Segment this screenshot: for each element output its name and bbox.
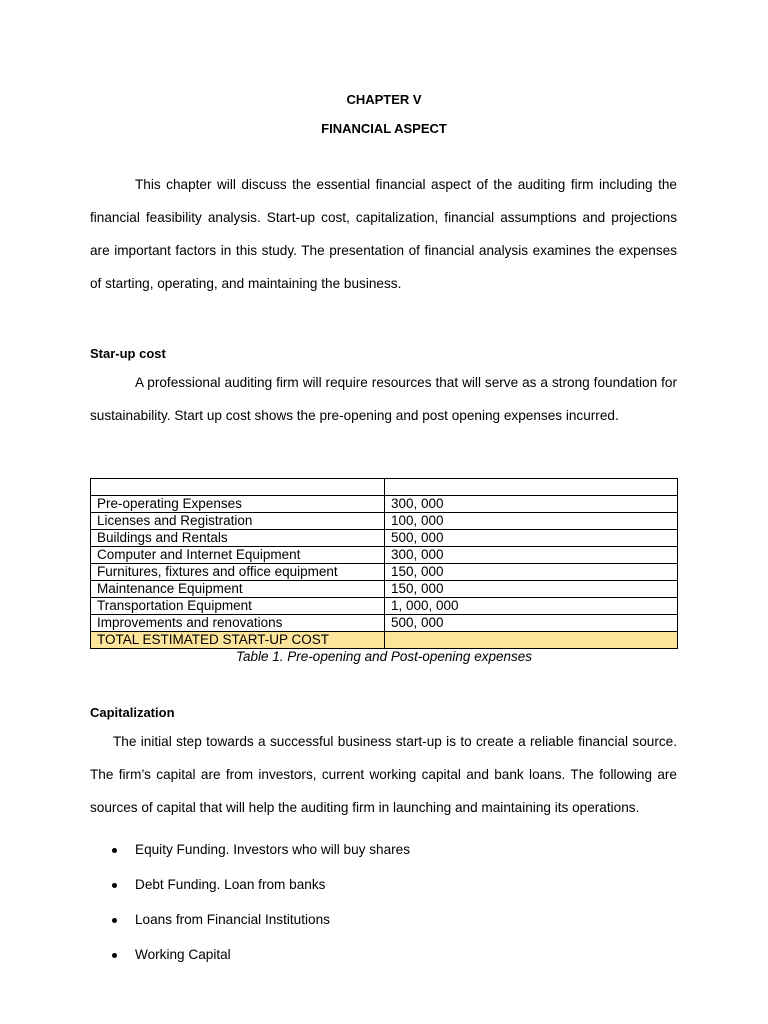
list-item-text: Working Capital [135, 947, 231, 962]
expense-name-cell: Transportation Equipment [91, 598, 385, 615]
expense-name-cell: Licenses and Registration [91, 513, 385, 530]
expense-amount-cell: 500, 000 [385, 615, 678, 632]
expense-name-cell: Maintenance Equipment [91, 581, 385, 598]
expense-name-cell: Pre-operating Expenses [91, 496, 385, 513]
capitalization-heading: Capitalization [90, 705, 175, 720]
list-item-text: Equity Funding. Investors who will buy shares [135, 842, 411, 857]
expense-amount-cell: 150, 000 [385, 564, 678, 581]
list-item [90, 943, 410, 978]
expense-amount-cell: 300, 000 [385, 547, 678, 564]
table-row [91, 496, 678, 513]
startup-cost-table [90, 478, 678, 649]
expense-name-cell: Furnitures, fixtures and office equipment [91, 564, 385, 581]
expense-name-cell: Buildings and Rentals [91, 530, 385, 547]
table-header-row [91, 479, 678, 496]
list-item-text: Loans from Financial Institutions [135, 912, 330, 927]
expense-name-cell: Computer and Internet Equipment [91, 547, 385, 564]
startup-heading: Star-up cost [90, 346, 166, 361]
capital-sources-list [90, 838, 410, 978]
table-row [91, 530, 678, 547]
table-row [91, 513, 678, 530]
bullet-icon [112, 918, 117, 923]
total-row [91, 632, 678, 649]
table-row [91, 598, 678, 615]
table-cell [91, 479, 385, 496]
table-row [91, 615, 678, 632]
intro-paragraph: This chapter will discuss the essential financial aspect of the auditing firm including the financial feasibility analysis. Start-up cost, capitalization, financial assumptions and projections are important factors in this study. The presentation of financial analysis examines the expenses of starting, operating, and maintaining the business. [90, 177, 677, 291]
table-row [91, 564, 678, 581]
expense-amount-cell: 100, 000 [385, 513, 678, 530]
total-label-cell: TOTAL ESTIMATED START-UP COST [91, 632, 385, 649]
bullet-icon [112, 883, 117, 888]
chapter-title: FINANCIAL ASPECT [321, 121, 447, 136]
capitalization-paragraph: The initial step towards a successful business start-up is to create a reliable financial source. The firm’s capital are from investors, current working capital and bank loans. The following are sources of capital that will help the auditing firm in launching and maintaining its operations. [90, 734, 677, 815]
expense-amount-cell: 300, 000 [385, 496, 678, 513]
bullet-icon [112, 953, 117, 958]
total-amount-cell [385, 632, 678, 649]
list-item [90, 873, 410, 908]
list-item [90, 838, 410, 873]
expense-amount-cell: 500, 000 [385, 530, 678, 547]
table-row [91, 581, 678, 598]
table-caption: Table 1. Pre-opening and Post-opening expenses [236, 649, 532, 664]
startup-paragraph: A professional auditing firm will require resources that will serve as a strong foundation for sustainability. Start up cost shows the pre-opening and post opening expenses incurred. [90, 375, 677, 423]
list-item-text: Debt Funding. Loan from banks [135, 877, 326, 892]
list-item [90, 908, 410, 943]
expense-name-cell: Improvements and renovations [91, 615, 385, 632]
chapter-number: CHAPTER V [346, 92, 422, 107]
expense-amount-cell: 1, 000, 000 [385, 598, 678, 615]
bullet-icon [112, 848, 117, 853]
table-row [91, 547, 678, 564]
expense-amount-cell: 150, 000 [385, 581, 678, 598]
table-cell [385, 479, 678, 496]
